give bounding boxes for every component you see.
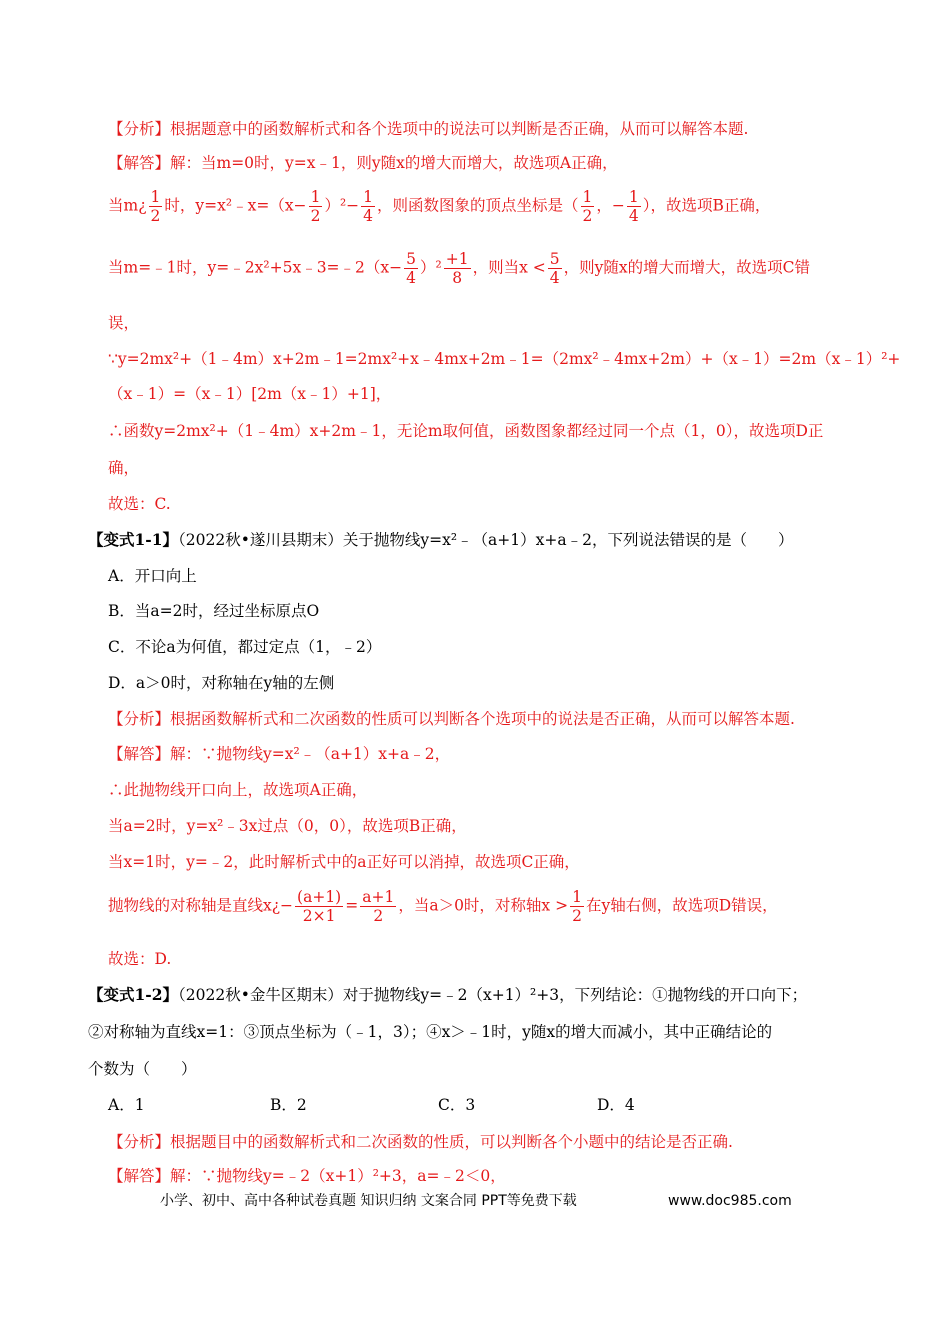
analysis-line-1: 【分析】根据题意中的函数解析式和各个选项中的说法可以判断是否正确，从而可以解答本题. [108,120,749,138]
answer-2-line-2: ∴此抛物线开口向上，故选项A正确， [108,781,368,799]
fraction: $\frac{1}{4}$ [628,188,639,225]
answer-2-line-1: 【解答】解：∵抛物线y=x²﹣（a+1）x+a﹣2， [108,745,451,763]
choice-c: C．3 [438,1096,476,1114]
option-b: B．当a=2时，经过坐标原点O [108,602,320,620]
answer-3-line-1: 【解答】解：∵抛物线y=﹣2（x+1）²+3，a=﹣2＜0， [108,1167,506,1185]
fraction: $\frac{1}{2}$ [582,188,593,225]
choice-d: D．4 [597,1096,635,1114]
analysis-line-2: 【分析】根据函数解析式和二次函数的性质可以判断各个选项中的说法是否正确，从而可以解答本题. [108,710,795,728]
fraction: $\frac{+1}{8}$ [445,250,469,287]
question-label: 【变式1-1】 [88,530,179,549]
footer-text: 小学、初中、高中各种试卷真题 知识归纳 文案合同 PPT等免费下载 [160,1193,577,1209]
answer-line-8: 确， [108,459,140,477]
choice-b: B．2 [270,1096,307,1114]
fraction: $\frac{1}{2}$ [572,888,582,925]
question-1-1: 【变式1-1】（2022秋•遂川县期末）关于抛物线y=x²﹣（a+1）x+a﹣2，下列说法错误的是（ ） [88,530,794,549]
answer-choice: 故选：C. [108,495,171,513]
answer-2-line-5: 抛物线的对称轴是直线x¿− $\frac{(a+1)}{2\times 1}$ = $\frac{a+1}{2}$ ，当a＞0时，对称轴x > $\frac{1}{2}$ 在y轴右侧，故选项D错误， [108,888,778,925]
question-1-2: 【变式1-2】（2022秋•金牛区期末）对于抛物线y=﹣2（x+1）²+3，下列结论：①抛物线的开口向下； [88,985,808,1004]
question-1-2-line-2: ②对称轴为直线x=1：③顶点坐标为（﹣1，3）；④x＞﹣1时，y随x的增大而减小，其中正确结论的 [88,1023,773,1041]
question-label: 【变式1-2】 [88,985,179,1004]
fraction: $\frac{1}{2}$ [150,188,161,225]
fraction: $\frac{1}{2}$ [310,188,321,225]
answer-line-6: （x﹣1）=（x﹣1）[2m（x﹣1）+1]， [108,385,392,403]
option-d: D．a＞0时，对称轴在y轴的左侧 [108,674,335,692]
fraction: $\frac{a+1}{2}$ [362,888,395,925]
choice-a: A．1 [108,1096,145,1114]
fraction: $\frac{(a+1)}{2\times 1}$ [297,888,342,925]
answer-line-2: 当m¿ $\frac{1}{2}$ 时，y=x²﹣x=（x− $\frac{1}{2}$ ）²− $\frac{1}{4}$ ，则函数图象的顶点坐标是（ $\frac{1}{2}$ ，− $\frac{1}{4}$ ），故选项B正确， [108,188,771,225]
answer-line-1: 【解答】解：当m=0时，y=x﹣1，则y随x的增大而增大，故选项A正确， [108,154,618,172]
fraction: $\frac{5}{4}$ [406,250,417,287]
answer-line-3: 当m=﹣1时，y=﹣2x²+5x﹣3=﹣2（x− $\frac{5}{4}$ ）² $\frac{+1}{8}$ ，则当x < $\frac{5}{4}$ ，则y随x的增大而增大，故选项C错 [108,250,810,287]
answer-line-5: ∵y=2mx²+（1﹣4m）x+2m﹣1=2mx²+x﹣4mx+2m﹣1=（2mx²﹣4mx+2m）+（x﹣1）=2m（x﹣1）²+ [108,350,901,368]
footer-site-link[interactable]: www.doc985.com [668,1193,792,1209]
fraction: $\frac{1}{4}$ [363,188,374,225]
analysis-line-3: 【分析】根据题目中的函数解析式和二次函数的性质，可以判断各个小题中的结论是否正确. [108,1133,733,1151]
answer-line-4: 误， [108,314,140,332]
option-a: A．开口向上 [108,567,197,585]
answer-line-7: ∴函数y=2mx²+（1﹣4m）x+2m﹣1，无论m取何值，函数图象都经过同一个点（1，0），故选项D正 [108,422,824,440]
option-c: C．不论a为何值，都过定点（1，﹣2） [108,638,382,656]
fraction: $\frac{5}{4}$ [549,250,560,287]
question-1-2-line-3: 个数为（ ） [88,1060,197,1078]
answer-2-choice: 故选：D. [108,950,172,968]
answer-2-line-4: 当x=1时，y=﹣2，此时解析式中的a正好可以消掉，故选项C正确， [108,853,580,871]
answer-2-line-3: 当a=2时，y=x²﹣3x过点（0，0），故选项B正确， [108,817,467,835]
